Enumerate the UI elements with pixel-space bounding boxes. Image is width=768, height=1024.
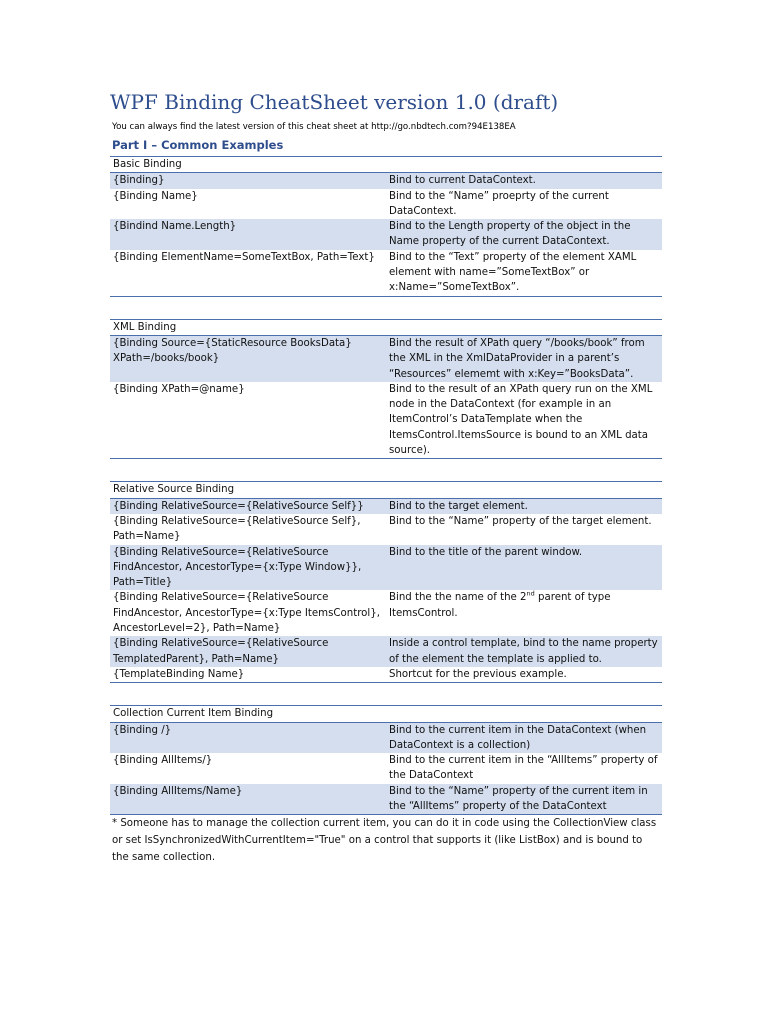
table-row	[110, 250, 662, 296]
footnote: * Someone has to manage the collection current item, you can do it in code using the CollectionView class or set IsSynchronizedWithCurrentItem="True" on a control that supports it (like ListBox) and is bound to the same collection.	[112, 818, 657, 864]
table-row	[110, 667, 662, 683]
section-heading: XML Binding	[110, 319, 662, 335]
table-row	[110, 722, 662, 753]
section-heading: Relative Source Binding	[110, 482, 662, 498]
table-row	[110, 636, 662, 667]
binding-syntax: {Binding RelativeSource={RelativeSource FindAncestor, AncestorType={x:Type Window}}, Path=Title}	[110, 545, 386, 591]
table-row	[110, 514, 662, 545]
page-subtitle: You can always find the latest version of this cheat sheet at http://go.nbdtech.com?94E138EA	[112, 122, 516, 132]
binding-syntax: {Binding RelativeSource={RelativeSource Self}}	[110, 498, 386, 514]
section-header	[110, 482, 662, 498]
binding-syntax: {Binding RelativeSource={RelativeSource Self}, Path=Name}	[113, 515, 361, 543]
table-row	[110, 753, 662, 784]
description-text: parent of type ItemsControl.	[389, 592, 611, 619]
binding-syntax: {Binding ElementName=SomeTextBox, Path=Text}	[110, 250, 386, 296]
binding-description: Bind to the title of the parent window.	[386, 545, 662, 591]
binding-syntax: {Binding Name}	[113, 190, 198, 202]
section-header	[110, 157, 662, 173]
binding-description: Bind to the Length property of the object in the Name property of the current DataContext.	[386, 219, 662, 250]
table-row	[110, 498, 662, 514]
table-row	[110, 219, 662, 250]
binding-description: Bind to the result of an XPath query run on the XML node in the DataContext (for example in an ItemControl’s DataTemplate when the ItemsControl.ItemsSource is bound to an XML data source).	[386, 382, 662, 459]
table-row	[110, 173, 662, 189]
section-heading: Basic Binding	[110, 157, 662, 173]
binding-description: Bind to the “Name” property of the current item in the “AllItems” property of the DataContext	[386, 784, 662, 815]
binding-description: Shortcut for the previous example.	[386, 667, 662, 683]
binding-syntax: {Binding RelativeSource={RelativeSource TemplatedParent}, Path=Name}	[110, 636, 386, 667]
binding-description	[386, 590, 662, 636]
binding-description: Bind to the current item in the “AllItems” property of the DataContext	[389, 755, 658, 782]
section-header	[110, 319, 662, 335]
binding-syntax: {Binding AllItems/}	[113, 755, 213, 767]
binding-syntax: {Binding}	[110, 173, 386, 189]
binding-syntax: {Binding /}	[110, 722, 386, 753]
binding-description: Inside a control template, bind to the name property of the element the template is applied to.	[386, 636, 662, 667]
table-row	[110, 382, 662, 459]
ordinal-suffix: nd	[526, 590, 535, 599]
table-row	[110, 590, 662, 636]
binding-description: Bind to the “Name” proeprty of the current DataContext.	[389, 190, 609, 217]
binding-description: Bind to the “Text” property of the element XAML element with name=”SomeTextBox” or x:Name=”SomeTextBox”.	[386, 250, 662, 296]
description-text: Bind the the name of the 2	[389, 592, 527, 604]
binding-syntax: {Binding Source={StaticResource BooksData} XPath=/books/book}	[110, 335, 386, 381]
binding-description: Bind to current DataContext.	[386, 173, 662, 189]
page-title: WPF Binding CheatSheet version 1.0 (draft)	[110, 90, 559, 114]
section-heading: Collection Current Item Binding	[110, 706, 662, 722]
binding-syntax: {Binding XPath=@name}	[110, 382, 386, 459]
binding-description: Bind to the target element.	[386, 498, 662, 514]
section-header	[110, 706, 662, 722]
basic-binding-table	[110, 156, 662, 319]
cheatsheet-page	[110, 90, 662, 866]
xml-binding-table	[110, 319, 662, 482]
binding-syntax: {Bindind Name.Length}	[110, 219, 386, 250]
section-spacer	[110, 296, 662, 319]
relative-source-binding-table	[110, 481, 662, 705]
table-row	[110, 335, 662, 381]
binding-description: Bind to the “Name” property of the target element.	[389, 515, 652, 527]
binding-syntax: {Binding RelativeSource={RelativeSource FindAncestor, AncestorType={x:Type ItemsControl}, AncestorLevel=2}, Path=Name}	[113, 592, 380, 635]
binding-description: Bind to the current item in the DataContext (when DataContext is a collection)	[386, 722, 662, 753]
section-spacer	[110, 683, 662, 706]
binding-syntax: {Binding AllItems/Name}	[110, 784, 386, 815]
section-spacer	[110, 459, 662, 482]
part-heading: Part I – Common Examples	[112, 138, 284, 152]
table-row	[110, 545, 662, 591]
collection-binding-table	[110, 705, 662, 815]
binding-syntax: {TemplateBinding Name}	[110, 667, 386, 683]
table-row	[110, 189, 662, 220]
table-row	[110, 784, 662, 815]
binding-description: Bind the result of XPath query “/books/book” from the XML in the XmlDataProvider in a parent’s “Resources” elememt with x:Key=”BooksData”.	[386, 335, 662, 381]
